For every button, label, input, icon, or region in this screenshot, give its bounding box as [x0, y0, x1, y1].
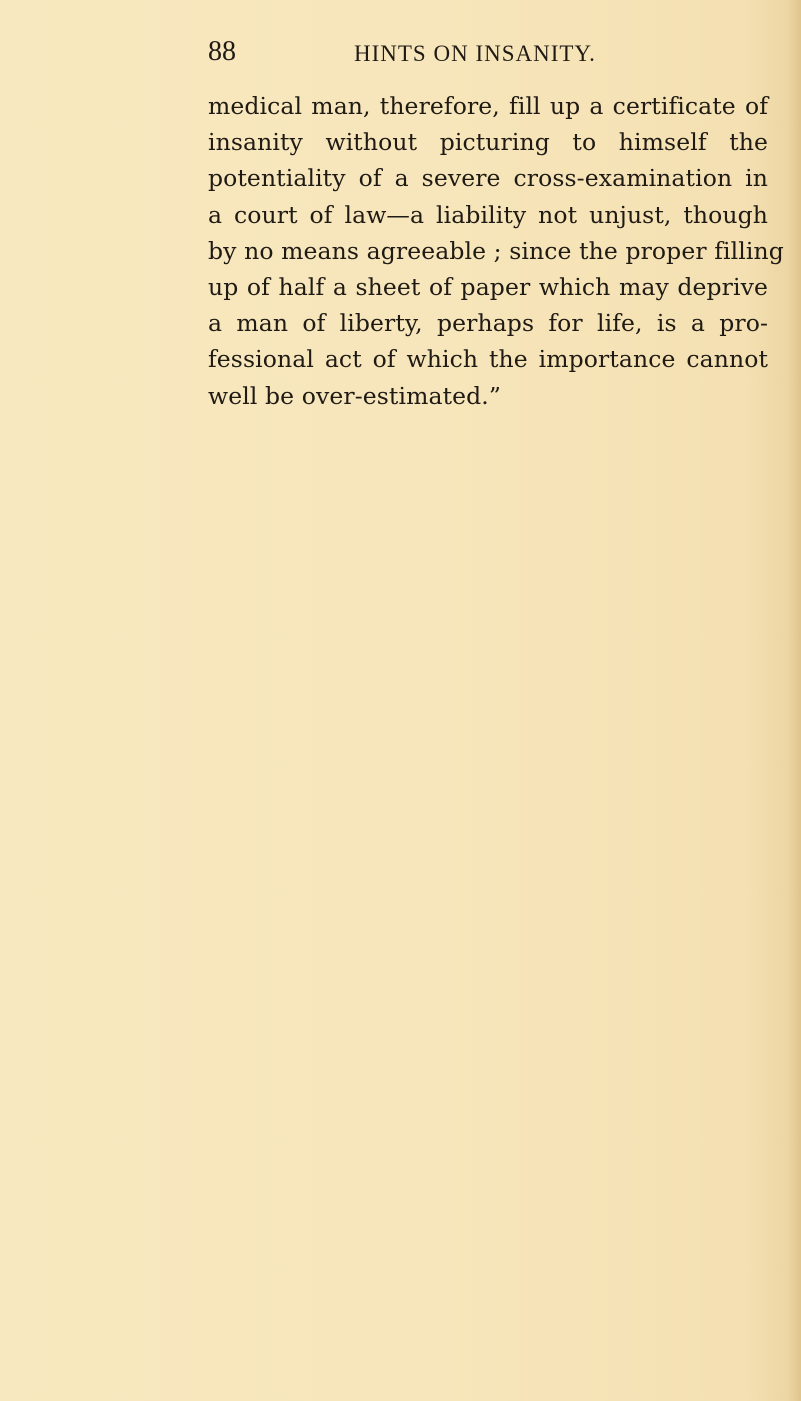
text-line: up of half a sheet of paper which may deprive	[208, 272, 768, 301]
body-text	[208, 88, 784, 414]
text-line: a court of law—a liability not unjust, though	[208, 200, 768, 229]
running-head: HINTS ON INSANITY.	[354, 41, 596, 66]
text-line: by no means agreeable ; since the proper filling	[208, 236, 784, 265]
page-header	[208, 36, 768, 70]
page-edge-shadow	[787, 0, 801, 1401]
text-line-last: well be over-estimated.”	[208, 381, 501, 410]
text-line: medical man, therefore, fill up a certificate of	[208, 92, 768, 120]
text-line: a man of liberty, perhaps for life, is a pro-	[208, 309, 768, 338]
page-number: 88	[208, 36, 236, 67]
text-line: fessional act of which the importance cannot	[208, 345, 768, 374]
text-line: insanity without picturing to himself the	[208, 128, 768, 157]
text-line: potentiality of a severe cross-examination in	[208, 164, 768, 193]
